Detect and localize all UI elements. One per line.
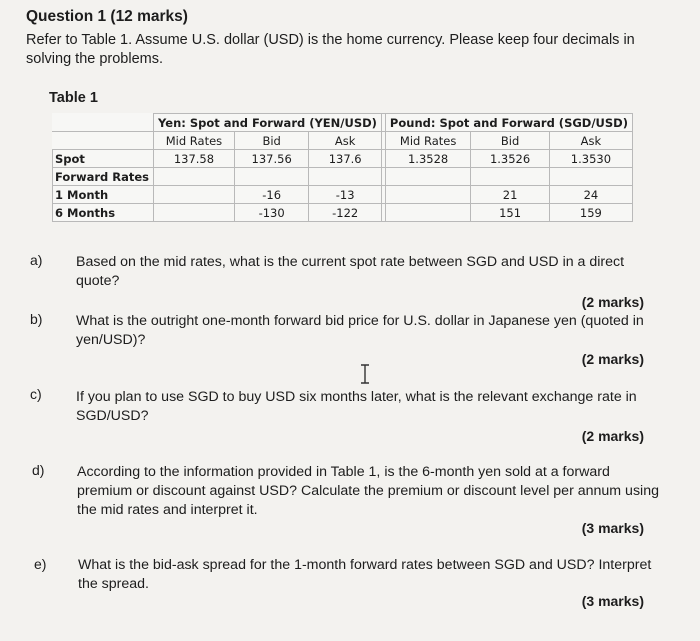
empty-cell xyxy=(385,186,470,204)
empty-cell xyxy=(471,168,550,186)
yen-mid-header: Mid Rates xyxy=(154,132,235,150)
question-title: Question 1 (12 marks) xyxy=(26,8,188,25)
text-cursor-icon xyxy=(360,364,370,384)
yen-group-header: Yen: Spot and Forward (YEN/USD) xyxy=(154,114,382,132)
question-b-label: b) xyxy=(30,311,43,327)
table-row-one-month xyxy=(53,186,633,204)
cell-6m-yen-ask: -122 xyxy=(309,204,381,222)
table-row-forward-label xyxy=(53,168,633,186)
cell-1m-yen-bid: -16 xyxy=(234,186,309,204)
empty-cell xyxy=(549,168,632,186)
question-b-text: What is the outright one-month forward bid price for U.S. dollar in Japanese yen (quoted in yen/USD)? xyxy=(76,313,644,348)
cell-spot-yen-ask: 137.6 xyxy=(309,150,381,168)
question-a-text: Based on the mid rates, what is the current spot rate between SGD and USD in a direct quote? xyxy=(76,254,625,289)
yen-ask-header: Ask xyxy=(309,132,381,150)
empty-cell xyxy=(234,168,309,186)
question-c-marks: (2 marks) xyxy=(581,428,644,444)
question-c-text: If you plan to use SGD to buy USD six months later, what is the relevant exchange rate in SGD/USD? xyxy=(76,389,637,424)
empty-cell xyxy=(154,204,235,222)
cell-1m-pound-bid: 21 xyxy=(471,186,550,204)
row-label-one-month: 1 Month xyxy=(53,186,154,204)
row-label-six-months: 6 Months xyxy=(53,204,154,222)
table-group-header-row xyxy=(53,114,633,132)
table-corner-cell xyxy=(53,132,154,150)
empty-cell xyxy=(154,186,235,204)
pound-bid-header: Bid xyxy=(471,132,550,150)
cell-6m-pound-ask: 159 xyxy=(549,204,632,222)
pound-mid-header: Mid Rates xyxy=(385,132,470,150)
question-a-marks: (2 marks) xyxy=(581,294,644,310)
row-label-forward-rates: Forward Rates xyxy=(53,168,154,186)
question-intro: Refer to Table 1. Assume U.S. dollar (USD) is the home currency. Please keep four decimals in solving the problems. xyxy=(26,32,635,67)
question-e-label: e) xyxy=(34,556,47,572)
question-e-text: What is the bid-ask spread for the 1-month forward rates between SGD and USD? Interpret the spread. xyxy=(78,557,652,592)
cell-spot-pound-bid: 1.3526 xyxy=(471,150,550,168)
question-c-label: c) xyxy=(30,386,42,402)
question-d-label: d) xyxy=(32,462,45,478)
question-e-marks: (3 marks) xyxy=(581,593,644,609)
empty-cell xyxy=(154,168,235,186)
cell-spot-yen-mid: 137.58 xyxy=(154,150,235,168)
cell-1m-yen-ask: -13 xyxy=(309,186,381,204)
cell-6m-yen-bid: -130 xyxy=(234,204,309,222)
question-b-marks: (2 marks) xyxy=(581,351,644,367)
cell-spot-pound-mid: 1.3528 xyxy=(385,150,470,168)
table-title: Table 1 xyxy=(49,90,98,106)
table-subheader-row xyxy=(53,132,633,150)
cell-6m-pound-bid: 151 xyxy=(471,204,550,222)
row-label-spot: Spot xyxy=(53,150,154,168)
pound-group-header: Pound: Spot and Forward (SGD/USD) xyxy=(385,114,632,132)
empty-cell xyxy=(385,168,470,186)
empty-cell xyxy=(385,204,470,222)
pound-ask-header: Ask xyxy=(549,132,632,150)
question-d-marks: (3 marks) xyxy=(581,520,644,536)
cell-spot-pound-ask: 1.3530 xyxy=(549,150,632,168)
rates-table xyxy=(52,113,633,222)
question-a-label: a) xyxy=(30,252,43,268)
empty-cell xyxy=(309,168,381,186)
cell-spot-yen-bid: 137.56 xyxy=(234,150,309,168)
cell-1m-pound-ask: 24 xyxy=(549,186,632,204)
table-row-spot xyxy=(53,150,633,168)
question-d-text: According to the information provided in Table 1, is the 6-month yen sold at a forward premium or discount against USD? Calculate the premium or discount level per annum using the mid rates and interpret it. xyxy=(77,464,659,518)
table-row-six-months xyxy=(53,204,633,222)
table-corner-cell xyxy=(53,114,154,132)
yen-bid-header: Bid xyxy=(234,132,309,150)
